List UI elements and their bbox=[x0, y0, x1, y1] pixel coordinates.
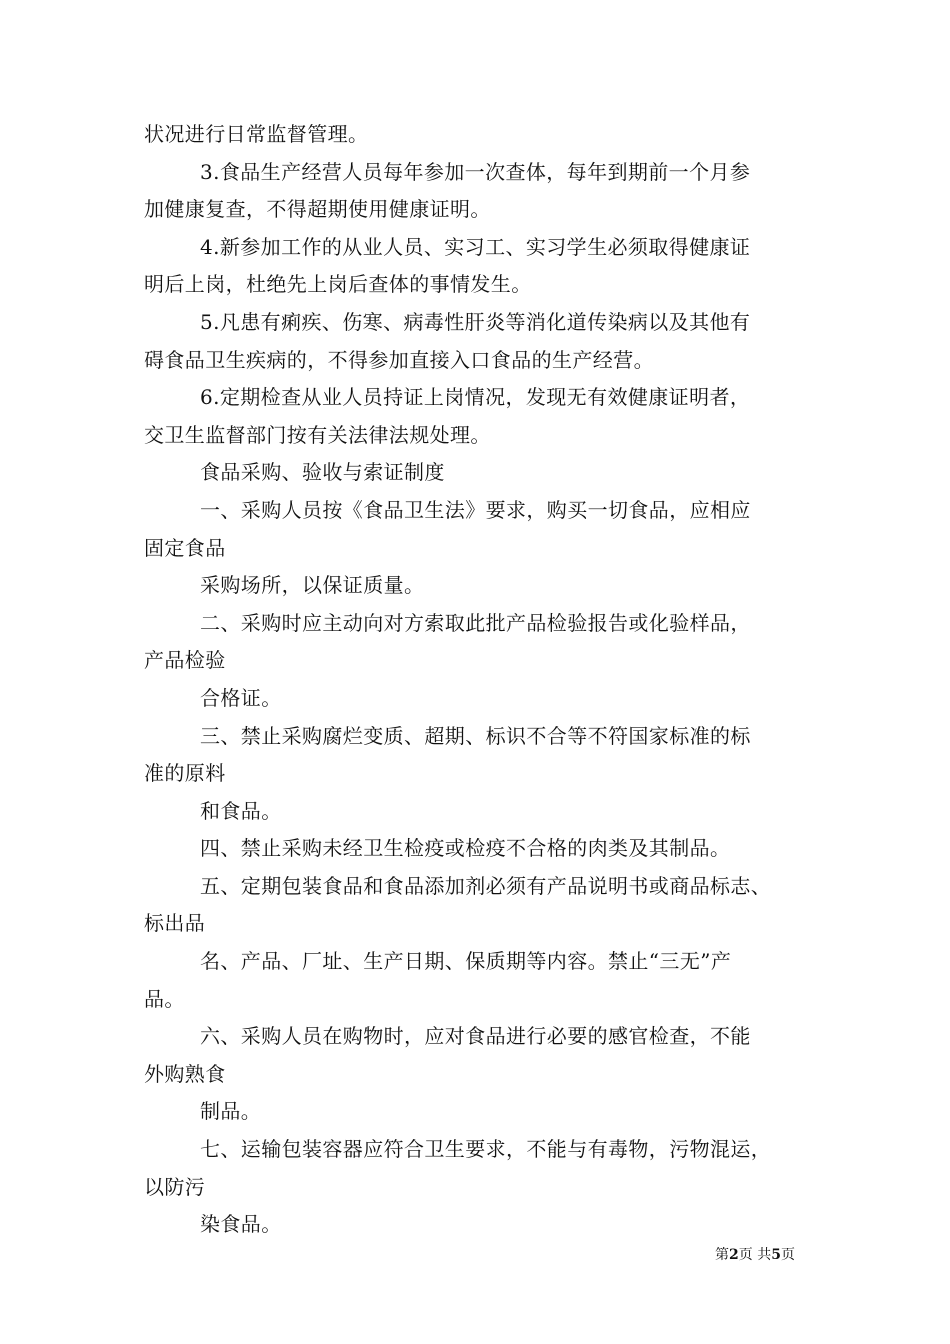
text-line: 状况进行日常监督管理。 bbox=[144, 122, 369, 146]
text-line: 四、禁止采购未经卫生检疫或检疫不合格的肉类及其制品。 bbox=[200, 836, 731, 861]
text-line: 外购熟食 bbox=[144, 1061, 226, 1086]
text-line: 标出品 bbox=[144, 911, 206, 936]
text-line: 三、禁止采购腐烂变质、超期、标识不合等不符国家标准的标 bbox=[200, 723, 751, 748]
text-line: 明后上岗，杜绝先上岗后查体的事情发生。 bbox=[144, 272, 532, 297]
text-line: 合格证。 bbox=[200, 685, 282, 710]
text-line: 名、产品、厂址、生产日期、保质期等内容。禁止“三无”产 bbox=[200, 949, 732, 974]
text-line: 固定食品 bbox=[144, 535, 226, 560]
text-line: 染食品。 bbox=[200, 1212, 282, 1237]
text-line: 一、采购人员按《食品卫生法》要求，购买一切食品，应相应 bbox=[200, 497, 751, 522]
page-footer bbox=[715, 1246, 795, 1264]
text-line: 3.食品生产经营人员每年参加一次查体，每年到期前一个月参 bbox=[200, 159, 751, 184]
text-line: 6.定期检查从业人员持证上岗情况，发现无有效健康证明者， bbox=[200, 385, 751, 410]
text-line: 采购场所，以保证质量。 bbox=[200, 573, 425, 598]
text-line: 加健康复查，不得超期使用健康证明。 bbox=[144, 197, 491, 222]
footer-prefix: 第 bbox=[715, 1247, 729, 1263]
text-line: 五、定期包装食品和食品添加剂必须有产品说明书或商品标志、 bbox=[200, 873, 772, 898]
text-line: 二、采购时应主动向对方索取此批产品检验报告或化验样品， bbox=[200, 610, 751, 635]
text-line: 交卫生监督部门按有关法律法规处理。 bbox=[144, 422, 491, 447]
text-line: 品。 bbox=[144, 986, 185, 1011]
text-line: 七、运输包装容器应符合卫生要求，不能与有毒物，污物混运， bbox=[200, 1137, 772, 1162]
text-line: 以防污 bbox=[144, 1174, 206, 1199]
text-line: 和食品。 bbox=[200, 798, 282, 823]
text-line: 六、采购人员在购物时，应对食品进行必要的感官检查，不能 bbox=[200, 1024, 751, 1049]
text-line: 准的原料 bbox=[144, 761, 226, 786]
footer-middle: 页 共 bbox=[738, 1247, 772, 1263]
footer-suffix: 页 bbox=[780, 1247, 795, 1263]
text-line: 产品检验 bbox=[144, 648, 226, 673]
text-line: 5.凡患有痢疾、伤寒、病毒性肝炎等消化道传染病以及其他有 bbox=[200, 309, 751, 334]
total-pages-number: 5 bbox=[771, 1247, 781, 1263]
text-line: 碍食品卫生疾病的，不得参加直接入口食品的生产经营。 bbox=[144, 347, 654, 372]
document-body bbox=[144, 116, 824, 1244]
text-line: 食品采购、验收与索证制度 bbox=[200, 460, 445, 485]
current-page-number: 2 bbox=[729, 1247, 739, 1263]
text-line: 4.新参加工作的从业人员、实习工、实习学生必须取得健康证 bbox=[200, 234, 751, 259]
text-line: 制品。 bbox=[200, 1099, 262, 1124]
